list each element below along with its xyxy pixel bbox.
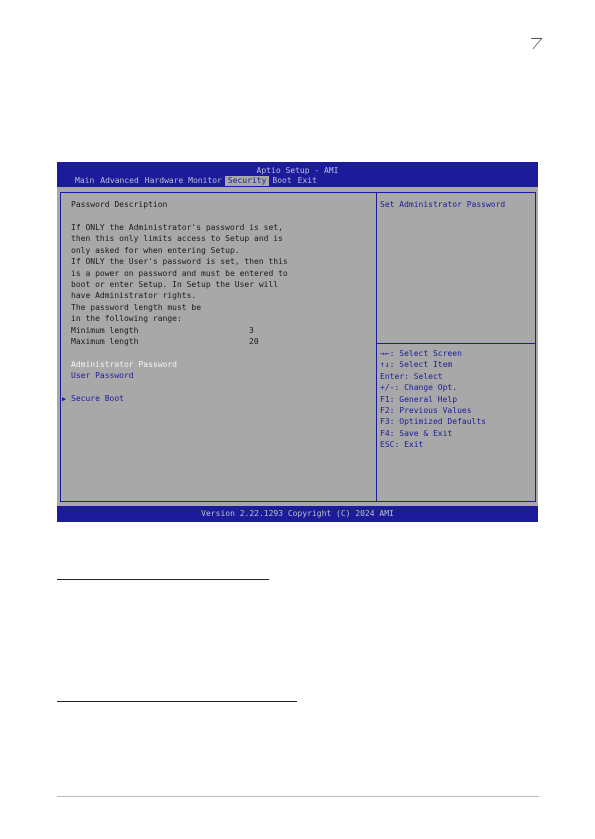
description-line: The password length must be <box>71 302 202 312</box>
max-length-value: 20 <box>249 337 259 346</box>
description-line: Password Description <box>71 200 168 209</box>
key-hint: Enter: Select <box>380 371 443 381</box>
secure-boot-item[interactable]: Secure Boot <box>71 394 124 403</box>
key-hint: +/-: Change Opt. <box>380 383 458 393</box>
key-hint: F2: Previous Values <box>380 406 472 415</box>
tab-main[interactable]: Main <box>75 176 95 185</box>
version-footer: Version 2.22.1293 Copyright (C) 2024 AMI <box>201 509 394 518</box>
help-text: Set Administrator Password <box>380 200 506 209</box>
bios-screenshot <box>57 162 538 522</box>
max-length-label: Maximum length <box>71 337 139 346</box>
description-line: If ONLY the Administrator's password is set, <box>71 223 283 232</box>
help-panel <box>376 192 536 502</box>
tab-advanced[interactable]: Advanced <box>100 176 139 185</box>
tab-security[interactable]: Security <box>225 176 270 186</box>
description-line: then this only limits access to Setup and is <box>71 234 283 244</box>
administrator-password-item[interactable]: Administrator Password <box>71 360 177 369</box>
key-hint: ↑↓: Select Item <box>380 360 453 370</box>
section-underline <box>57 579 269 580</box>
tab-hardware-monitor[interactable]: Hardware Monitor <box>144 176 222 185</box>
min-length-label: Minimum length <box>71 325 139 335</box>
bios-tab-bar <box>72 176 320 186</box>
key-hint: F3: Optimized Defaults <box>380 417 486 427</box>
description-line: in the following range: <box>71 314 182 324</box>
help-divider <box>377 343 535 344</box>
tab-exit[interactable]: Exit <box>297 176 317 185</box>
description-line: boot or enter Setup. In Setup the User will <box>71 280 279 289</box>
key-hint: F1: General Help <box>380 394 458 404</box>
footer-rule <box>57 796 539 797</box>
key-hint: →←: Select Screen <box>380 349 462 358</box>
bios-title: Aptio Setup - AMI <box>256 166 339 175</box>
description-line: If ONLY the User's password is set, then this <box>71 257 288 267</box>
bios-footer <box>57 506 538 522</box>
section-underline <box>57 701 297 702</box>
description-line: is a power on password and must be entered to <box>71 268 288 278</box>
key-hint: F4: Save & Exit <box>380 428 453 438</box>
user-password-item[interactable]: User Password <box>71 371 134 381</box>
description-line: have Administrator rights. <box>71 291 197 301</box>
key-hint: ESC: Exit <box>380 440 424 450</box>
description-line: only asked for when entering Setup. <box>71 245 240 255</box>
settings-panel <box>60 192 377 502</box>
min-length-value: 3 <box>249 325 254 335</box>
bios-header <box>57 162 538 187</box>
submenu-arrow-icon: ▶ <box>62 394 67 403</box>
page-corner-mark <box>522 38 542 49</box>
tab-boot[interactable]: Boot <box>272 176 292 185</box>
